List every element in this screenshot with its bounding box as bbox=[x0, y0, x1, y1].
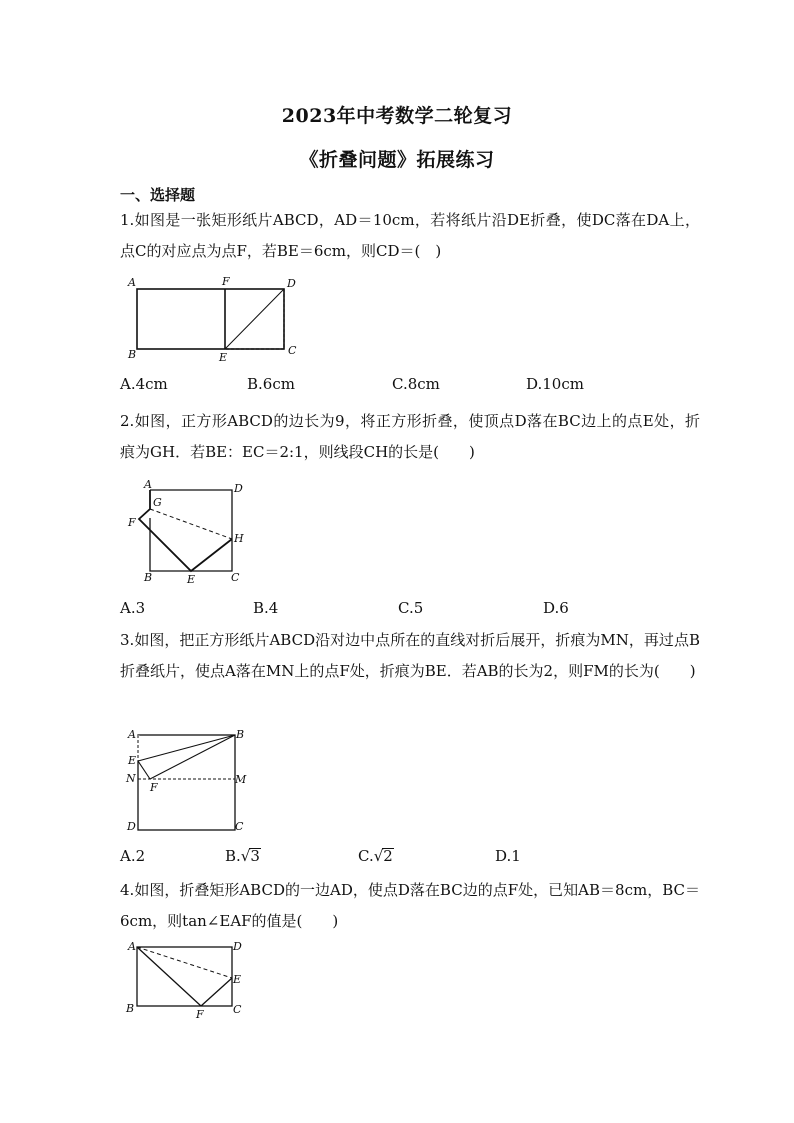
q3-option-a[interactable]: A.2 bbox=[120, 847, 146, 865]
figure-4-rect bbox=[137, 947, 232, 1006]
q2-option-b[interactable]: B.4 bbox=[253, 599, 279, 617]
figure-1-rect bbox=[137, 289, 284, 349]
figure-2-square bbox=[150, 490, 232, 571]
fig2-label-f: F bbox=[128, 516, 136, 529]
fig4-label-b: B bbox=[126, 1002, 135, 1015]
question-3-options bbox=[120, 847, 700, 871]
fig3-label-c: C bbox=[235, 820, 244, 833]
question-4-stem: 4.如图，折叠矩形ABCD的一边AD，使点D落在BC边的点F处，已知AB＝8cm，BC＝6cm，则tan∠EAF的值是( ) bbox=[120, 881, 700, 930]
question-2-figure bbox=[120, 478, 255, 588]
figure-4-line-af bbox=[137, 947, 201, 1006]
fig3-label-f: F bbox=[150, 781, 158, 794]
fig1-label-e: E bbox=[219, 351, 228, 364]
q1-option-b[interactable]: B.6cm bbox=[247, 375, 295, 393]
fig3-label-d: D bbox=[127, 820, 136, 833]
fig3-label-a: A bbox=[128, 728, 136, 741]
figure-3-line-be bbox=[138, 735, 235, 761]
question-3-stem: 3.如图，把正方形纸片ABCD沿对边中点所在的直线对折后展开，折痕为MN，再过点B折叠纸片，使点A落在MN上的点F处，折痕为BE．若AB的长为2，则FM的长为( ) bbox=[120, 631, 700, 680]
fig2-label-c: C bbox=[231, 571, 240, 584]
fig3-label-m: M bbox=[235, 773, 247, 786]
figure-4-line-fe bbox=[201, 978, 232, 1006]
fig2-label-d: D bbox=[234, 482, 243, 495]
question-1-stem: 1.如图是一张矩形纸片ABCD，AD＝10cm，若将纸片沿DE折叠，使DC落在DA上，点C的对应点为点F，若BE＝6cm，则CD＝( ) bbox=[120, 211, 700, 260]
section-heading: 一、选择题 bbox=[120, 186, 196, 204]
question-2-stem: 2.如图，正方形ABCD的边长为9，将正方形折叠，使顶点D落在BC边上的点E处，折痕为GH．若BE：EC＝2:1，则线段CH的长是( ) bbox=[120, 412, 700, 461]
q3-option-b[interactable] bbox=[225, 847, 261, 865]
fig2-label-a: A bbox=[144, 478, 152, 491]
fig4-label-a: A bbox=[128, 940, 136, 953]
document-subtitle: 《折叠问题》拓展练习 bbox=[299, 149, 495, 171]
q3-option-d[interactable]: D.1 bbox=[495, 847, 521, 865]
fig3-label-b: B bbox=[236, 728, 245, 741]
sqrt-icon: √ bbox=[240, 847, 251, 865]
q1-option-a[interactable]: A.4cm bbox=[120, 375, 168, 393]
question-3-figure bbox=[120, 724, 255, 839]
figure-4-crease-ae bbox=[137, 947, 232, 978]
q3-option-c-letter: C. bbox=[358, 847, 374, 865]
figure-2-crease-gh bbox=[150, 509, 232, 539]
q2-option-a[interactable]: A.3 bbox=[120, 599, 146, 617]
q3-option-c-radicand: 2 bbox=[383, 847, 393, 865]
figure-3-line-ef bbox=[138, 761, 150, 779]
q3-option-b-radicand: 3 bbox=[250, 847, 260, 865]
fig2-label-e: E bbox=[187, 573, 196, 586]
question-1-options bbox=[120, 375, 700, 399]
fig4-label-f: F bbox=[196, 1008, 204, 1021]
sqrt-icon: √ bbox=[373, 847, 384, 865]
fig4-label-d: D bbox=[233, 940, 242, 953]
fig2-label-b: B bbox=[144, 571, 153, 584]
fig2-label-h: H bbox=[234, 532, 244, 545]
fig3-label-e: E bbox=[128, 754, 137, 767]
question-1-figure bbox=[120, 272, 310, 364]
fig4-label-c: C bbox=[233, 1003, 242, 1016]
fig1-label-b: B bbox=[128, 348, 137, 361]
fig3-label-n: N bbox=[126, 772, 136, 785]
figure-1-fold-de bbox=[225, 289, 284, 349]
fig2-label-g: G bbox=[153, 496, 162, 509]
question-2-options bbox=[120, 599, 700, 623]
q3-option-c[interactable] bbox=[358, 847, 394, 865]
question-4-figure bbox=[120, 938, 255, 1023]
document-title: 2023年中考数学二轮复习 bbox=[281, 105, 513, 127]
fig1-label-c: C bbox=[288, 344, 297, 357]
q2-option-d[interactable]: D.6 bbox=[543, 599, 569, 617]
q1-option-c[interactable]: C.8cm bbox=[392, 375, 440, 393]
fig1-label-d: D bbox=[287, 277, 296, 290]
q2-option-c[interactable]: C.5 bbox=[398, 599, 424, 617]
q3-option-b-letter: B. bbox=[225, 847, 241, 865]
fig1-label-a: A bbox=[128, 276, 136, 289]
q1-option-d[interactable]: D.10cm bbox=[526, 375, 584, 393]
fig4-label-e: E bbox=[233, 973, 242, 986]
fig1-label-f: F bbox=[222, 275, 230, 288]
figure-3-line-bf bbox=[150, 735, 235, 779]
